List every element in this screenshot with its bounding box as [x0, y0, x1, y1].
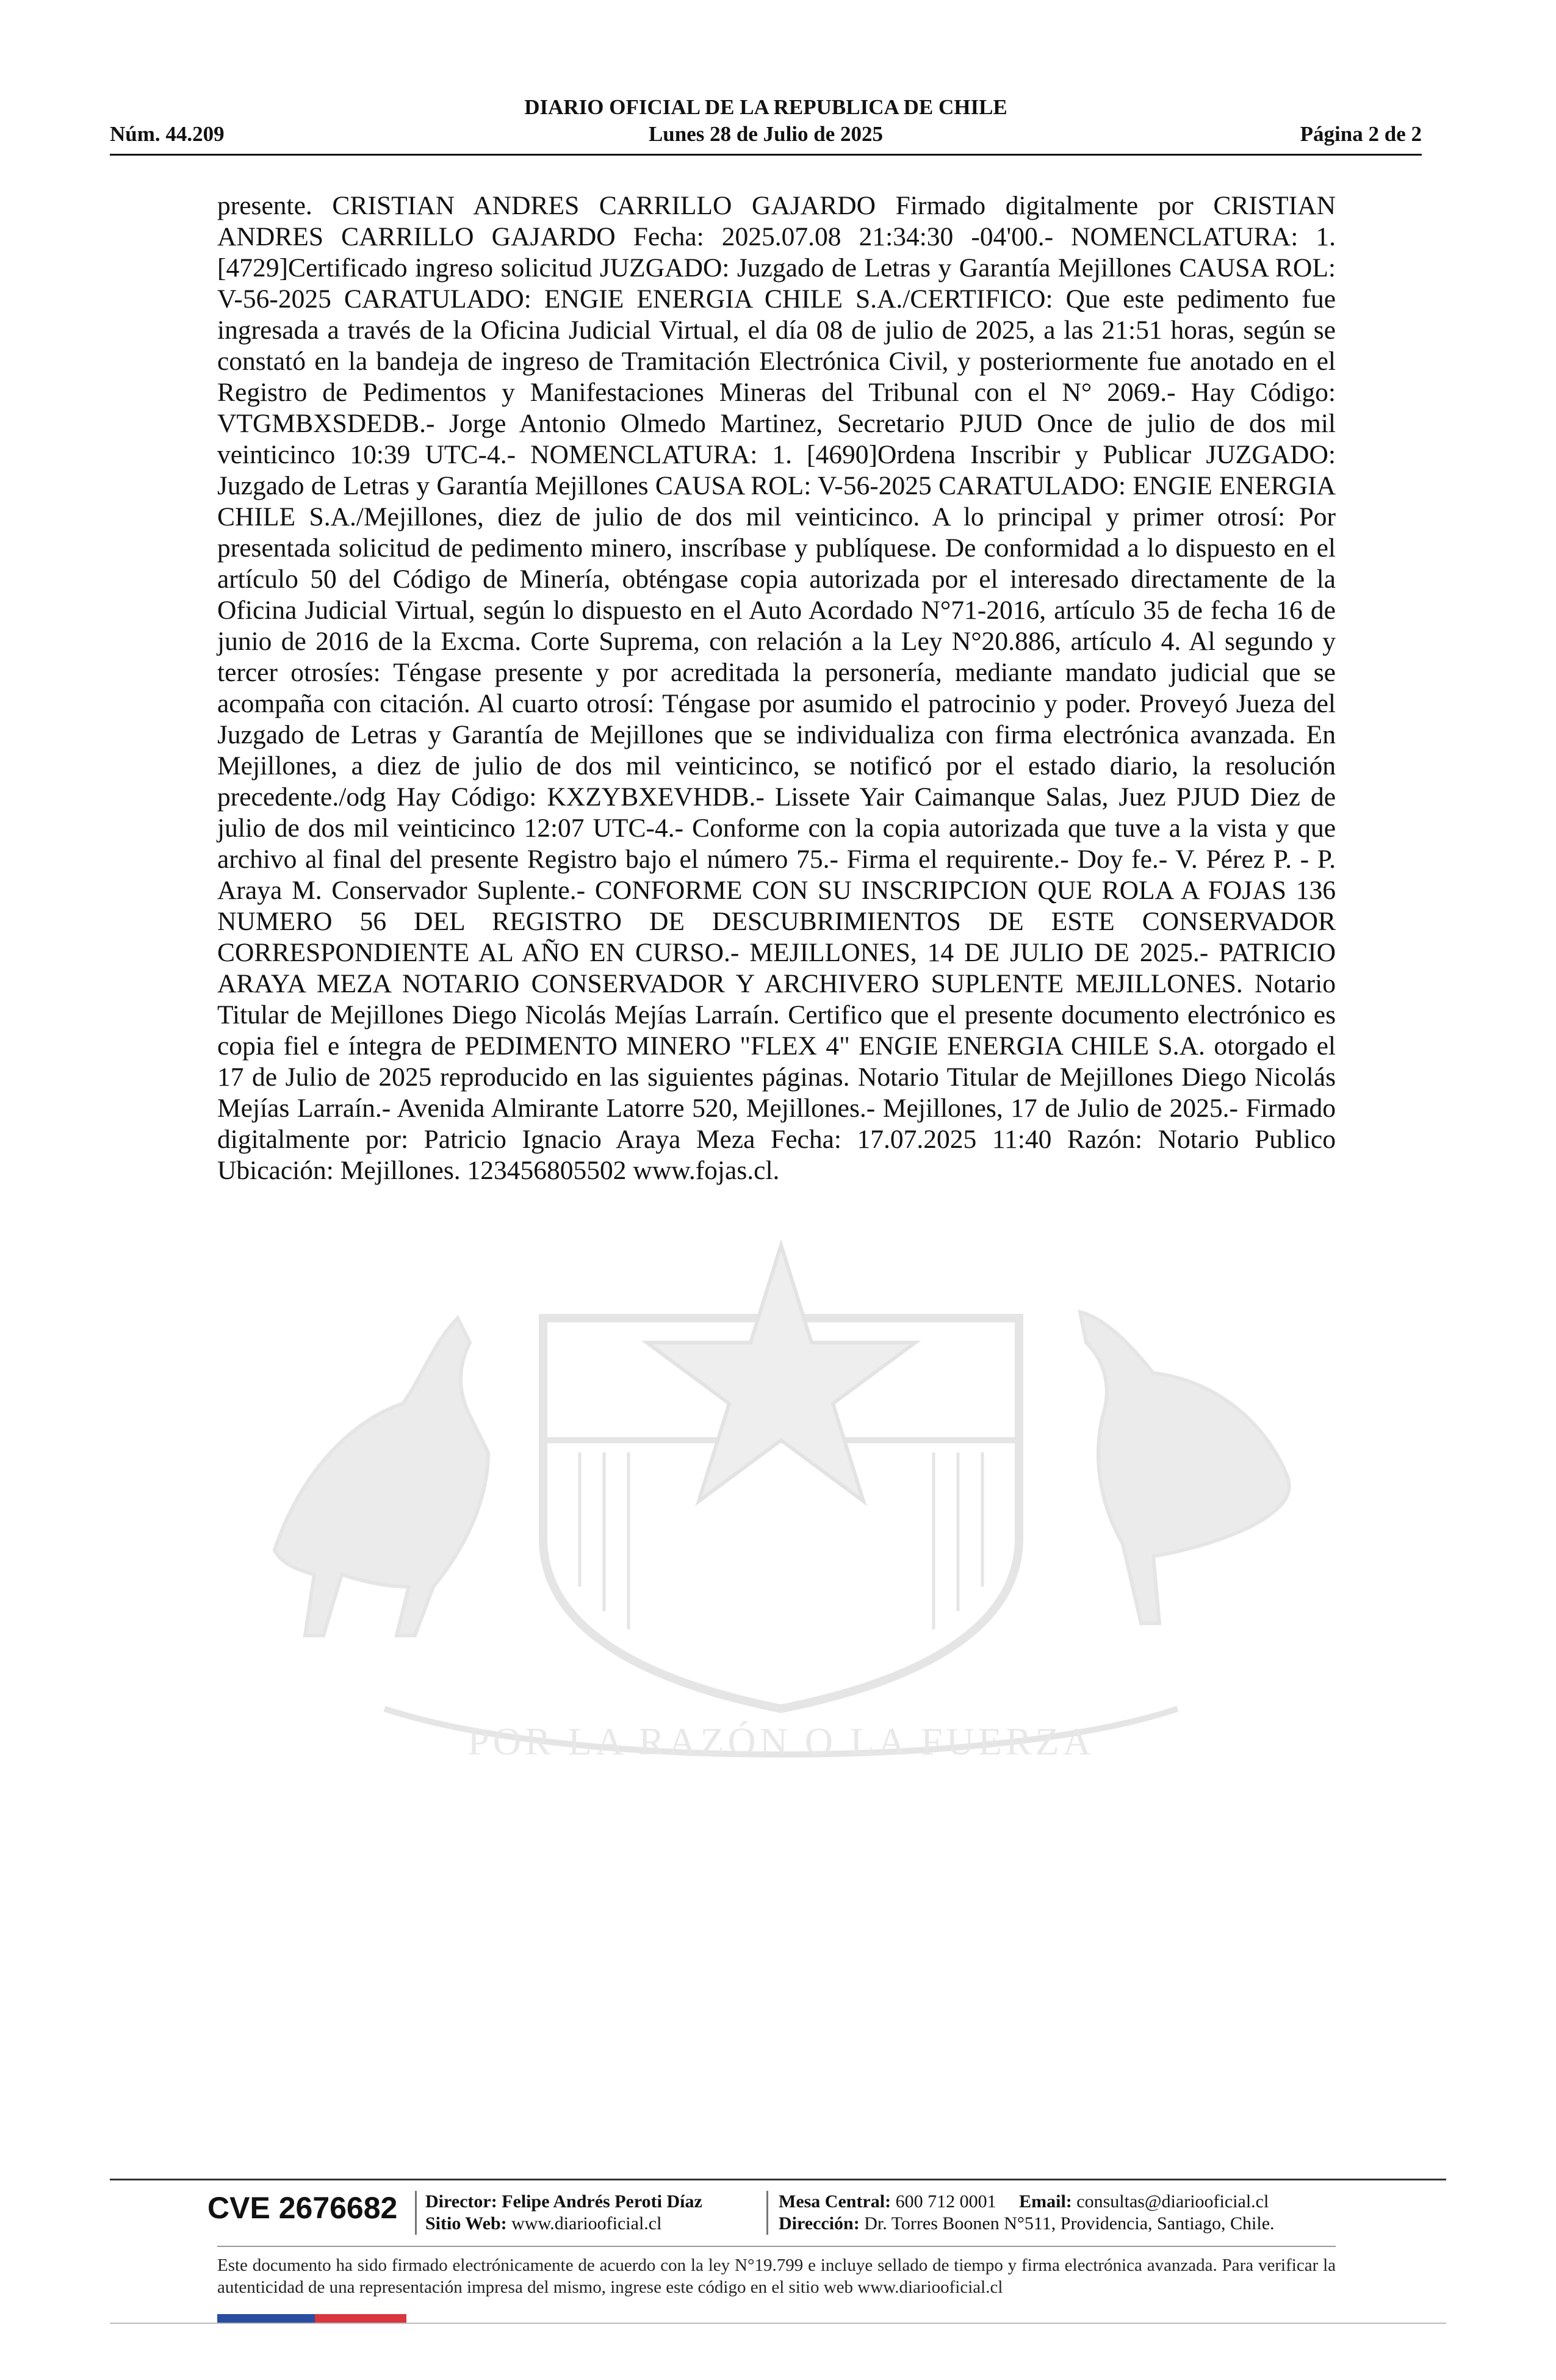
legal-notice: Este documento ha sido firmado electrónicamente de acuerdo con la ley N°19.799 e incluye sellado de tiempo y firma electrónica avanzada. Para verificar la autenticidad de una representación impresa del mismo, ingrese este código en el sitio web www.diariooficial.cl [217, 2256, 1336, 2297]
address-value: Dr. Torres Boonen N°511, Providencia, Santiago, Chile. [864, 2213, 1275, 2234]
document-body: presente. CRISTIAN ANDRES CARRILLO GAJARDO Firmado digitalmente por CRISTIAN ANDRES CARRILLO GAJARDO Fecha: 2025.07.08 21:34:30 -04'00.- NOMENCLATURA: 1. [4729]Certificado ingreso solicitud JUZGADO: Juzgado de Letras y Garantía Mejillones CAUSA ROL: V-56-2025 CARATULADO: ENGIE ENERGIA CHILE S.A./CERTIFICO: Que este pedimento fue ingresada a través de la Oficina Judicial Virtual, el día 08 de julio de 2025, a las 21:51 horas, según se constató en la bandeja de ingreso de Tramitación Electrónica Civil, y posteriormente fue anotado en el Registro de Pedimentos y Manifestaciones Mineras del Tribunal con el N° 2069.- Hay Código: VTGMBXSDEDB.- Jorge Antonio Olmedo Martinez, Secretario PJUD Once de julio de dos mil veinticinco 10:39 UTC-4.- NOMENCLATURA: 1. [4690]Ordena Inscribir y Publicar JUZGADO: Juzgado de Letras y Garantía Mejillones CAUSA ROL: V-56-2025 CARATULADO: ENGIE ENERGIA CHILE S.A./Mejillones, diez de julio de dos mil veinticinco. A lo principal y primer otrosí: Por presentada solicitud de pedimento minero, inscríbase y publíquese. De conformidad a lo dispuesto en el artículo 50 del Código de Minería, obténgase copia autorizada por el interesado directamente de la Oficina Judicial Virtual, según lo dispuesto en el Auto Acordado N°71-2016, artículo 35 de fecha 16 de junio de 2016 de la Excma. Corte Suprema, con relación a la Ley N°20.886, artículo 4. Al segundo y tercer otrosíes: Téngase presente y por acreditada la personería, mediante mandato judicial que se acompaña con citación. Al cuarto otrosí: Téngase por asumido el patrocinio y poder. Proveyó Jueza del Juzgado de Letras y Garantía de Mejillones que se individualiza con firma electrónica avanzada. En Mejillones, a diez de julio de dos mil veinticinco, se notificó por el estado diario, la resolución precedente./odg Hay Código: KXZYBXEVHDB.- Lissete Yair Caimanque Salas, Juez PJUD Diez de julio de dos mil veinticinco 12:07 UTC-4.- Conforme con la copia autorizada que tuve a la vista y que archivo al final del presente Registro bajo el número 75.- Firma el requirente.- Doy fe.- V. Pérez P. - P. Araya M. Conservador Suplente.- CONFORME CON SU INSCRIPCION QUE ROLA A FOJAS 136 NUMERO 56 DEL REGISTRO DE DESCUBRIMIENTOS DE ESTE CONSERVADOR CORRESPONDIENTE AL AÑO EN CURSO.- MEJILLONES, 14 DE JULIO DE 2025.- PATRICIO ARAYA MEZA NOTARIO CONSERVADOR Y ARCHIVERO SUPLENTE MEJILLONES. Notario Titular de Mejillones Diego Nicolás Mejías Larraín. Certifico que el presente documento electrónico es copia fiel e íntegra de PEDIMENTO MINERO "FLEX 4" ENGIE ENERGIA CHILE S.A. otorgado el 17 de Julio de 2025 reproducido en las siguientes páginas. Notario Titular de Mejillones Diego Nicolás Mejías Larraín.- Avenida Almirante Latorre 520, Mejillones.- Mejillones, 17 de Julio de 2025.- Firmado digitalmente por: Patricio Ignacio Araya Meza Fecha: 17.07.2025 11:40 Razón: Notario Publico Ubicación: Mejillones. 123456805502 www.fojas.cl. [217, 191, 1336, 1185]
header-divider [110, 154, 1422, 156]
motto-text: POR LA RAZÓN O LA FUERZA [467, 1720, 1095, 1763]
phone-label: Mesa Central: [779, 2191, 891, 2212]
cve-code: CVE 2676682 [207, 2191, 398, 2225]
condor-figure [1080, 1312, 1289, 1623]
publication-title: DIARIO OFICIAL DE LA REPUBLICA DE CHILE [524, 95, 1007, 119]
footer-divider-top [110, 2179, 1446, 2180]
phone-value: 600 712 0001 [895, 2191, 996, 2212]
footer-separator [766, 2191, 768, 2235]
director-line [425, 2190, 702, 2213]
coat-of-arms-watermark [201, 1159, 1361, 1770]
website-link[interactable]: www.diariooficial.cl [511, 2213, 662, 2234]
issue-date: Lunes 28 de Julio de 2025 [648, 122, 884, 146]
email-link[interactable]: consultas@diariooficial.cl [1076, 2191, 1269, 2212]
footer-separator [415, 2191, 417, 2235]
star-shape [647, 1245, 915, 1501]
page-header [110, 93, 1422, 151]
address-line [779, 2212, 1275, 2235]
director-label: Director: [425, 2191, 497, 2212]
huemul-figure [275, 1318, 488, 1635]
footer-divider-mid [217, 2246, 1336, 2247]
email-label: Email: [1019, 2191, 1072, 2212]
footer-divider-bottom [110, 2323, 1446, 2324]
page-indicator: Página 2 de 2 [1300, 122, 1422, 146]
website-label: Sitio Web: [425, 2213, 507, 2234]
flag-stripe-red [315, 2314, 406, 2323]
website-line [425, 2212, 661, 2235]
contact-line [779, 2190, 1269, 2213]
flag-stripe-blue [217, 2314, 315, 2323]
director-name: Felipe Andrés Peroti Díaz [502, 2191, 702, 2212]
address-label: Dirección: [779, 2213, 860, 2234]
issue-number: Núm. 44.209 [110, 122, 225, 146]
